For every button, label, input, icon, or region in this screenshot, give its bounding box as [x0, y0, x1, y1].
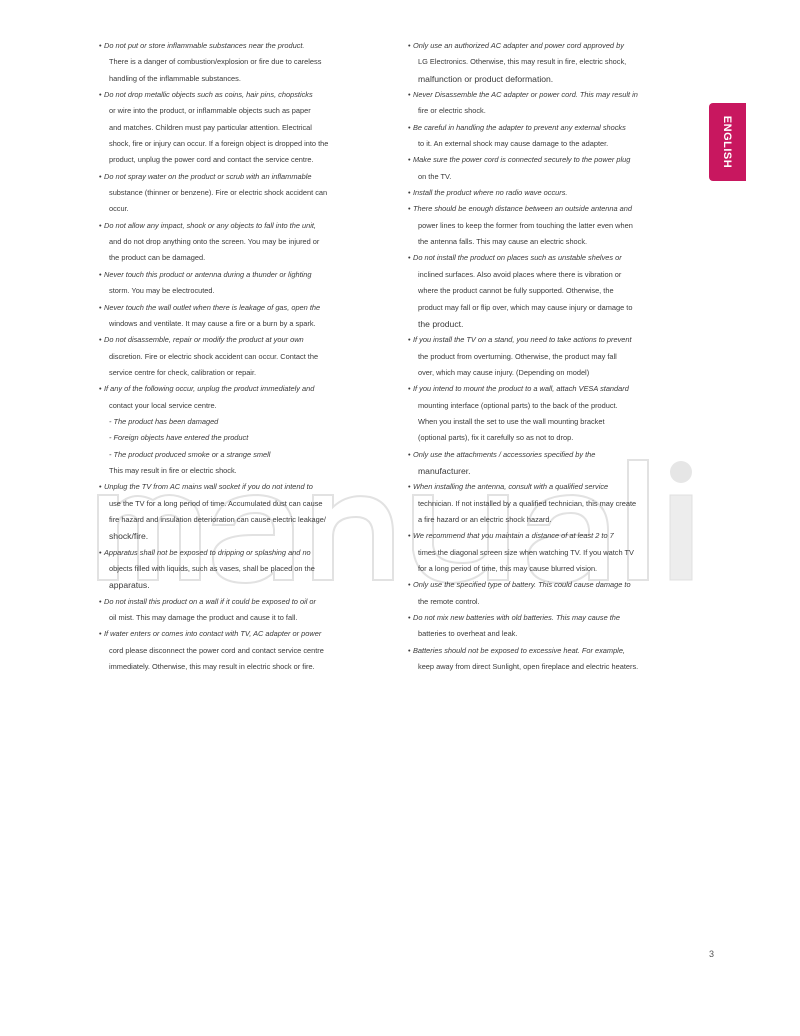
safety-item-text: oil mist. This may damage the product and cause it to fall.: [109, 613, 298, 623]
safety-item: [408, 528, 670, 577]
safety-item-text: power lines to keep the former from touching the latter even when: [418, 220, 633, 230]
safety-item-heading: • Never touch the wall outlet when there is leakage of gas, open the: [99, 300, 359, 316]
safety-item-heading: • Make sure the power cord is connected securely to the power plug: [408, 152, 670, 168]
safety-item-heading: • Do not install the product on places such as unstable shelves or: [408, 250, 670, 266]
safety-item: [99, 545, 359, 594]
safety-item-text: apparatus.: [109, 580, 150, 591]
safety-item-heading: • Install the product where no radio wave occurs.: [408, 185, 670, 201]
safety-item-heading: • Unplug the TV from AC mains wall socket if you do not intend to: [99, 479, 359, 495]
safety-item-text: discretion. Fire or electric shock accident can occur. Contact the: [109, 351, 319, 361]
safety-item: [99, 267, 359, 300]
safety-item: [408, 577, 670, 610]
safety-item-text: keep away from direct Sunlight, open fireplace and electric heaters.: [418, 662, 639, 672]
safety-item: [408, 152, 670, 185]
safety-item-heading: • We recommend that you maintain a distance of at least 2 to 7: [408, 528, 670, 544]
safety-item-text: or wire into the product, or inflammable objects such as paper: [109, 106, 311, 116]
safety-item: [99, 332, 359, 381]
safety-item: [99, 87, 359, 169]
safety-item-text: objects filled with liquids, such as vases, shall be placed on the: [109, 564, 315, 573]
safety-item-text: use the TV for a long period of time. Accumulated dust can cause: [109, 498, 323, 508]
safety-item-text: cord please disconnect the power cord and contact service centre: [109, 645, 324, 655]
safety-item: [408, 332, 670, 381]
safety-item-text: shock/fire.: [109, 531, 149, 542]
safety-item-text: service centre for check, calibration or repair.: [109, 367, 257, 377]
safety-item: [408, 120, 670, 153]
safety-item-heading: • Never touch this product or antenna during a thunder or lighting: [99, 267, 359, 283]
safety-item-text: When you install the set to use the wall mounting bracket: [418, 416, 605, 426]
safety-sub-item: - The product produced smoke or a strange smell: [109, 449, 271, 459]
safety-item: [99, 626, 359, 675]
safety-item-text: times the diagonal screen size when watching TV. If you watch TV: [418, 547, 634, 557]
safety-item-text: shock, fire or injury can occur. If a foreign object is dropped into the: [109, 139, 329, 149]
safety-item: [408, 201, 670, 250]
safety-item-heading: • If you install the TV on a stand, you need to take actions to prevent: [408, 332, 670, 348]
safety-item-text: fire or electric shock.: [418, 106, 486, 116]
safety-item-text: mounting interface (optional parts) to the back of the product.: [418, 400, 618, 410]
safety-item-text: handling of the inflammable substances.: [109, 73, 241, 83]
safety-item-text: LG Electronics. Otherwise, this may result in fire, electric shock,: [418, 57, 627, 67]
safety-item-heading: • Do not mix new batteries with old batteries. This may cause the: [408, 610, 670, 626]
safety-item-text: fire hazard and insulation deterioration can cause electric leakage/: [109, 514, 326, 524]
safety-item: [408, 479, 670, 528]
safety-sub-item: - The product has been damaged: [109, 416, 219, 426]
safety-item-text: product may fall or flip over, which may cause injury or damage to: [418, 302, 633, 312]
safety-item-text: product, unplug the power cord and contact the service centre.: [109, 155, 314, 165]
safety-item-text: technician. If not installed by a qualified technician, this may create: [418, 498, 637, 508]
safety-item-text: inclined surfaces. Also avoid places where there is vibration or: [418, 269, 622, 279]
safety-item-heading: • Only use an authorized AC adapter and power cord approved by: [408, 38, 670, 54]
safety-item-heading: • If you intend to mount the product to a wall, attach VESA standard: [408, 381, 670, 397]
safety-item-heading: • Do not spray water on the product or scrub with an inflammable: [99, 169, 359, 185]
safety-item-heading: • Be careful in handling the adapter to prevent any external shocks: [408, 120, 670, 136]
safety-item-text: malfunction or product deformation.: [418, 73, 554, 84]
safety-item-text: the remote control.: [418, 596, 480, 606]
safety-item-heading: • Do not put or store inflammable substances near the product.: [99, 38, 359, 54]
safety-item-text: where the product cannot be fully supported. Otherwise, the: [418, 286, 614, 296]
safety-item-text: a fire hazard or an electric shock hazard.: [418, 514, 552, 524]
safety-item-text: There is a danger of combustion/explosion or fire due to careless: [109, 57, 322, 67]
left-column: [99, 38, 359, 675]
language-tab-label: ENGLISH: [721, 115, 734, 169]
safety-item: [408, 87, 670, 120]
safety-item-text: for a long period of time, this may cause blurred vision.: [418, 564, 598, 573]
safety-item: [99, 594, 359, 627]
safety-item-text: windows and ventilate. It may cause a fire or a burn by a spark.: [109, 318, 316, 328]
safety-item-heading: • Only use the attachments / accessories specified by the: [408, 447, 670, 463]
safety-item-heading: • Do not drop metallic objects such as coins, hair pins, chopsticks: [99, 87, 359, 103]
safety-item-text: and do not drop anything onto the screen. You may be injured or: [109, 237, 320, 247]
safety-item: [408, 38, 670, 87]
safety-item-text: the product.: [418, 318, 464, 329]
page-number: 3: [709, 949, 715, 959]
safety-item-text: storm. You may be electrocuted.: [109, 286, 215, 296]
safety-item-text: This may result in fire or electric shock.: [109, 465, 237, 475]
safety-item: [99, 381, 359, 479]
safety-item-heading: • Apparatus shall not be exposed to dripping or splashing and no: [99, 545, 359, 561]
safety-item-heading: • There should be enough distance between an outside antenna and: [408, 201, 670, 217]
safety-sub-item: - Foreign objects have entered the product: [109, 433, 249, 443]
language-tab: [709, 103, 746, 181]
right-column: [408, 38, 670, 675]
safety-item: [408, 643, 670, 676]
safety-item-heading: • When installing the antenna, consult with a qualified service: [408, 479, 670, 495]
safety-item: [99, 38, 359, 87]
safety-item-text: to it. An external shock may cause damage to the adapter.: [418, 139, 609, 149]
safety-item-heading: • Do not allow any impact, shock or any objects to fall into the unit,: [99, 218, 359, 234]
safety-item-text: (optional parts), fix it carefully so as not to drop.: [418, 433, 574, 443]
safety-item: [408, 185, 670, 201]
safety-item-heading: • Batteries should not be exposed to excessive heat. For example,: [408, 643, 670, 659]
safety-item-text: manufacturer.: [418, 465, 471, 476]
safety-item-heading: • Never Disassemble the AC adapter or power cord. This may result in: [408, 87, 670, 103]
safety-item: [99, 479, 359, 544]
safety-item-text: on the TV.: [418, 171, 452, 181]
safety-item-heading: • Do not disassemble, repair or modify the product at your own: [99, 332, 359, 348]
safety-item-text: occur.: [109, 204, 129, 214]
safety-item-text: and matches. Children must pay particular attention. Electrical: [109, 122, 312, 132]
safety-item-text: immediately. Otherwise, this may result in electric shock or fire.: [109, 662, 315, 672]
safety-item-heading: • If water enters or comes into contact with TV, AC adapter or power: [99, 626, 359, 642]
safety-item-heading: • If any of the following occur, unplug the product immediately and: [99, 381, 359, 397]
safety-item-text: the product can be damaged.: [109, 253, 206, 263]
safety-item-heading: • Do not install this product on a wall if it could be exposed to oil or: [99, 594, 359, 610]
safety-item-heading: • Only use the specified type of battery. This could cause damage to: [408, 577, 670, 593]
safety-item: [408, 250, 670, 332]
safety-item-text: the antenna falls. This may cause an electric shock.: [418, 237, 588, 247]
safety-item-text: contact your local service centre.: [109, 400, 217, 410]
safety-item: [408, 610, 670, 643]
safety-item: [408, 447, 670, 480]
safety-item-text: over, which may cause injury. (Depending on model): [418, 367, 590, 377]
safety-item-text: substance (thinner or benzene). Fire or electric shock accident can: [109, 188, 328, 198]
safety-item: [99, 169, 359, 218]
safety-item: [408, 381, 670, 446]
safety-item-text: batteries to overheat and leak.: [418, 629, 518, 639]
safety-item-text: the product from overturning. Otherwise, the product may fall: [418, 351, 617, 361]
safety-item: [99, 300, 359, 333]
safety-item: [99, 218, 359, 267]
